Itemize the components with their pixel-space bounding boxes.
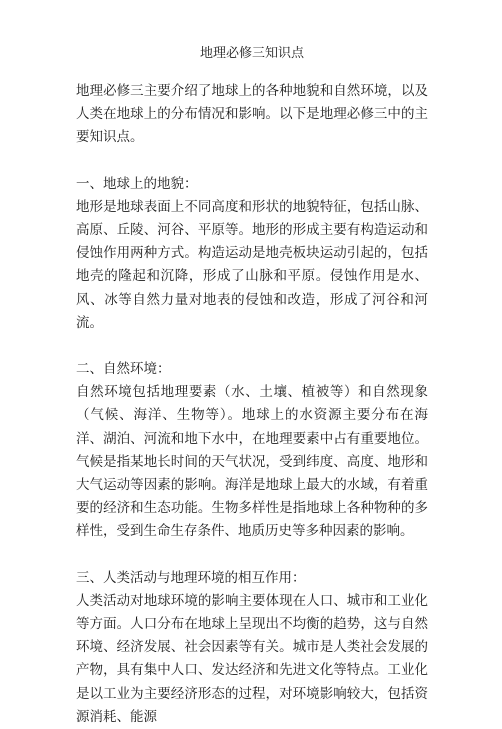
intro-paragraph: 地理必修三主要介绍了地球上的各种地貌和自然环境，以及人类在地球上的分布情况和影响。以下是地理必修三中的主要知识点。 [76,83,428,146]
document-title: 地理必修三知识点 [199,46,304,61]
section-body: 地形是地球表面上不同高度和形状的地貌特征，包括山脉、高原、丘陵、河谷、平原等。地形的形成主要有构造运动和侵蚀作用两种方式。构造运动是地壳板块运动引起的，包括地壳的隆起和沉降，形成了山脉和平原。侵蚀作用是水、风、冰等自然力量对地表的侵蚀和改造，形成了河谷和河流。 [76,198,428,331]
section-body: 人类活动对地球环境的影响主要体现在人口、城市和工业化等方面。人口分布在地球上呈现出不均衡的趋势，这与自然环境、经济发展、社会因素等有关。城市是人类社会发展的产物，具有集中人口、发达经济和先进文化等特点。工业化是以工业为主要经济形态的过程，对环境影响较大，包括资源消耗、能源 [76,592,428,725]
section-body: 自然环境包括地理要素（水、土壤、植被等）和自然现象（气候、海洋、生物等）。地球上的水资源主要分布在海洋、湖泊、河流和地下水中，在地理要素中占有重要地位。气候是指某地长时间的天气状况，受到纬度、高度、地形和大气运动等因素的影响。海洋是地球上最大的水域，有着重要的经济和生态功能。生物多样性是指地球上各种物种的多样性，受到生命生存条件、地质历史等多种因素的影响。 [76,384,428,540]
section-heading: 一、地球上的地貌： [76,175,198,192]
section-heading: 二、自然环境： [76,361,171,378]
section-human-activity [76,567,428,729]
section-natural-environment [76,358,428,544]
section-heading: 三、人类活动与地理环境的相互作用： [76,569,306,586]
section-landforms [76,173,428,335]
